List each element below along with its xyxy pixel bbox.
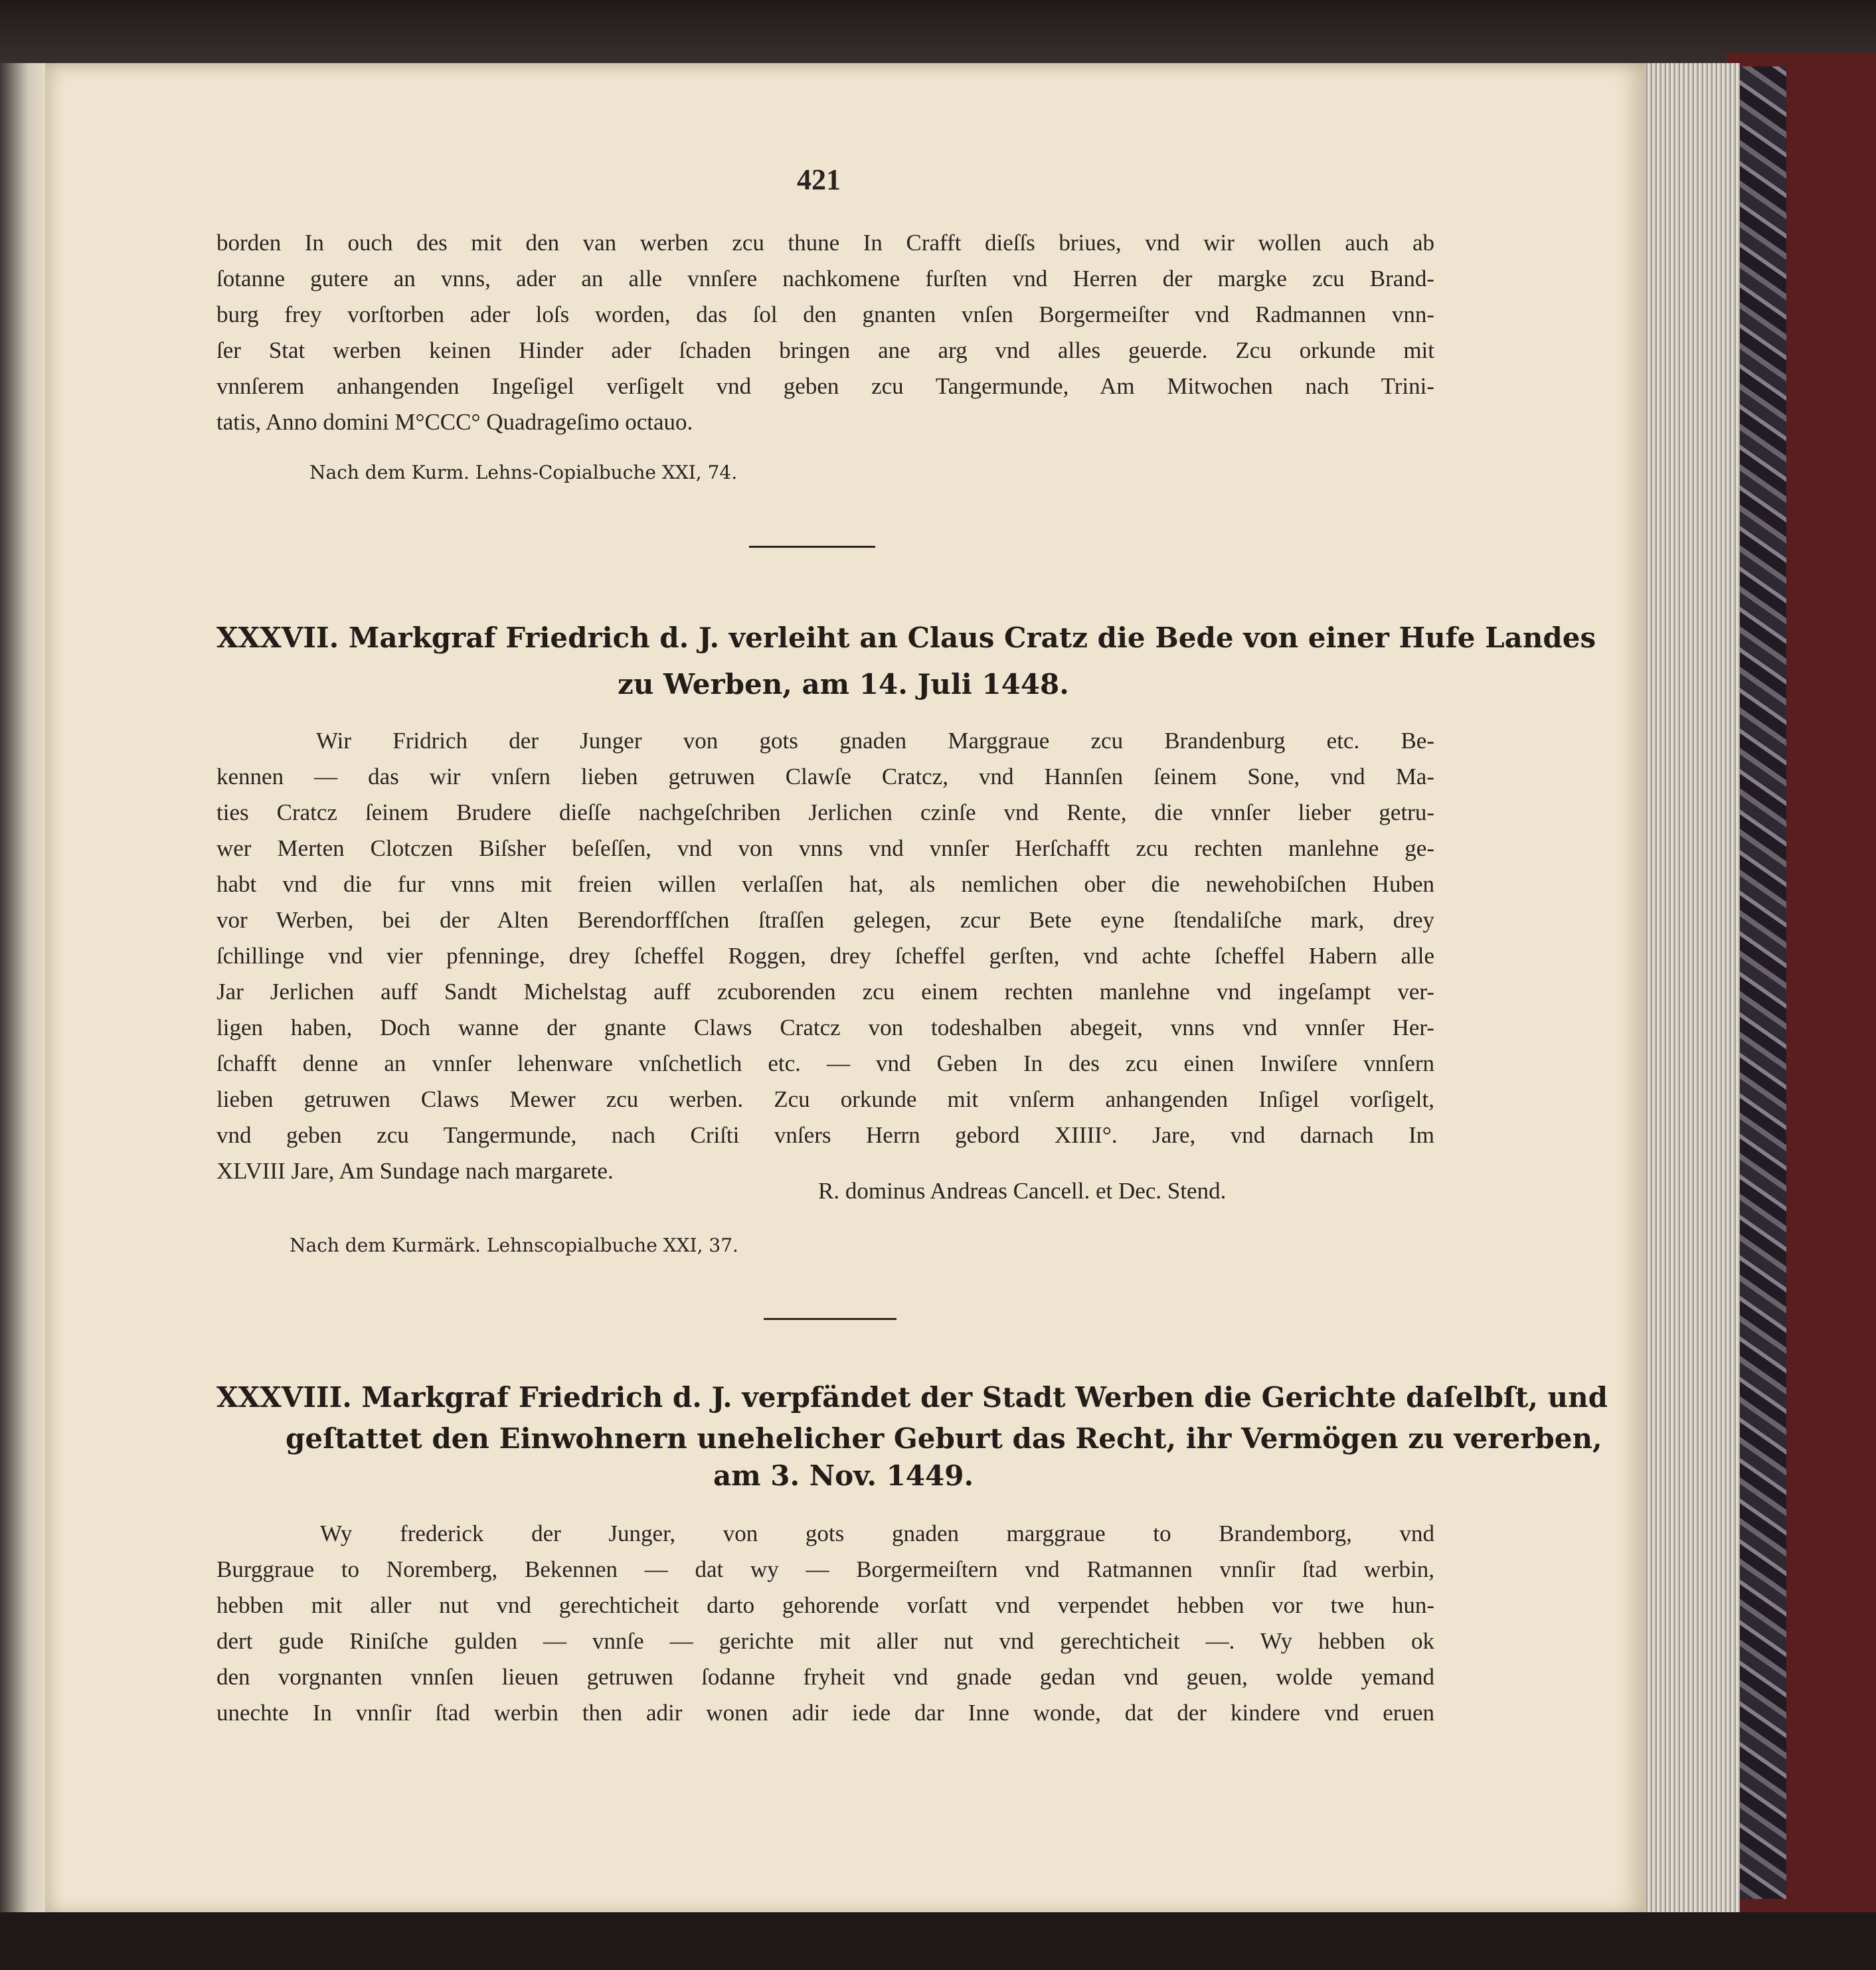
text-line: hebben mit aller nut vnd gerechticheit darto gehorende vorſatt vnd verpendet hebben vor twe hun- bbox=[216, 1592, 1434, 1618]
text-line: dert gude Riniſche gulden — vnnſe — gerichte mit aller nut vnd gerechticheit —. Wy hebben ok bbox=[216, 1628, 1434, 1654]
text-line: ſchillinge vnd vier pfenninge, drey ſcheffel Roggen, drey ſcheffel gerſten, vnd achte ſcheffel Habern alle bbox=[216, 943, 1434, 969]
text-line: Jar Jerlichen auff Sandt Michelstag auff zcuborenden zcu einem rechten manlehne vnd ingeſampt ver- bbox=[216, 979, 1434, 1005]
text-line: wer Merten Clotczen Biſsher beſeſſen, vnd von vnns vnd vnnſer Herſchafft zcu rechten manlehne ge- bbox=[216, 835, 1434, 861]
text-line: ligen haben, Doch wanne der gnante Claws Cratcz von todeshalben abegeit, vnns vnd vnnſer Her- bbox=[216, 1015, 1434, 1040]
text-line: vnnſerem anhangenden Ingeſigel verſigelt vnd geben zcu Tangermunde, Am Mitwochen nach Trini- bbox=[216, 373, 1434, 399]
marbled-edge bbox=[1733, 66, 1786, 1899]
section-heading: am 3. Nov. 1449. bbox=[713, 1459, 974, 1492]
book-cover-top bbox=[0, 0, 1876, 73]
signature-line: R. dominus Andreas Cancell. et Dec. Stend. bbox=[818, 1178, 1227, 1204]
source-citation: Nach dem Kurm. Lehns-Copialbuche XXI, 74. bbox=[309, 461, 738, 483]
text-line: vnd geben zcu Tangermunde, nach Criſti vnſers Herrn gebord XIIII°. Jare, vnd darnach Im bbox=[216, 1122, 1434, 1148]
text-line: borden In ouch des mit den van werben zcu thune In Crafft dieſſs briues, vnd wir wollen auch ab bbox=[216, 230, 1434, 256]
left-page-edge bbox=[0, 63, 46, 1922]
book-cover-bottom bbox=[0, 1912, 1876, 1970]
text-line: ſchafft denne an vnnſer lehenware vnſchetlich etc. — vnd Geben In des zcu einen Inwiſere vnnſern bbox=[216, 1050, 1434, 1076]
section-heading: geſtattet den Einwohnern unehelicher Geburt das Recht, ihr Vermögen zu vererben, bbox=[286, 1422, 1602, 1455]
text-line: vor Werben, bei der Alten Berendorffſchen ſtraſſen gelegen, zcur Bete eyne ſtendaliſche mark, drey bbox=[216, 907, 1434, 933]
text-line: Burggraue to Noremberg, Bekennen — dat wy — Borgermeiſtern vnd Ratmannen vnnſir ſtad werbin, bbox=[216, 1556, 1434, 1582]
page-number: 421 bbox=[797, 163, 841, 196]
section-divider bbox=[764, 1318, 896, 1320]
text-line: Wy frederick der Junger, von gots gnaden marggraue to Brandemborg, vnd bbox=[320, 1520, 1434, 1546]
section-divider bbox=[749, 546, 875, 548]
text-line: burg frey vorſtorben ader loſs worden, das ſol den gnanten vnſen Borgermeiſter vnd Radmannen vnn- bbox=[216, 301, 1434, 327]
page-edges bbox=[1640, 63, 1740, 1916]
text-line: habt vnd die fur vnns mit freien willen verlaſſen hat, als nemlichen ober die newehobiſchen Huben bbox=[216, 871, 1434, 897]
text-line: kennen — das wir vnſern lieben getruwen Clawſe Cratcz, vnd Hannſen ſeinem Sone, vnd Ma- bbox=[216, 764, 1434, 789]
text-line: tatis, Anno domini M°CCC° Quadrageſimo octauo. bbox=[216, 409, 693, 435]
section-heading: XXXVII. Markgraf Friedrich d. J. verleiht an Claus Cratz die Bede von einer Hufe Landes bbox=[216, 621, 1596, 654]
text-line: Wir Fridrich der Junger von gots gnaden Marggraue zcu Brandenburg etc. Be- bbox=[316, 728, 1434, 754]
section-heading: XXXVIII. Markgraf Friedrich d. J. verpfändet der Stadt Werben die Gerichte daſelbſt, und bbox=[216, 1381, 1608, 1414]
section-heading: zu Werben, am 14. Juli 1448. bbox=[618, 668, 1069, 700]
text-line: XLVIII Jare, Am Sundage nach margarete. bbox=[216, 1158, 614, 1184]
text-line: ſer Stat werben keinen Hinder ader ſchaden bringen ane arg vnd alles geuerde. Zcu orkunde mit bbox=[216, 337, 1434, 363]
source-citation: Nach dem Kurmärk. Lehnscopialbuche XXI, 37. bbox=[290, 1234, 738, 1256]
text-line: ſotanne gutere an vnns, ader an alle vnnſere nachkomene furſten vnd Herren der margke zcu Brand- bbox=[216, 266, 1434, 291]
text-line: lieben getruwen Claws Mewer zcu werben. Zcu orkunde mit vnſerm anhangenden Inſigel vorſigelt, bbox=[216, 1086, 1434, 1112]
text-line: den vorgnanten vnnſen lieuen getruwen ſodanne fryheit vnd gnade gedan vnd geuen, wolde yemand bbox=[216, 1664, 1434, 1690]
text-line: unechte In vnnſir ſtad werbin then adir wonen adir iede dar Inne wonde, dat der kindere vnd eruen bbox=[216, 1700, 1434, 1726]
text-line: ties Cratcz ſeinem Brudere dieſſe nachgeſchriben Jerlichen czinſe vnd Rente, die vnnſer lieber getru- bbox=[216, 799, 1434, 825]
